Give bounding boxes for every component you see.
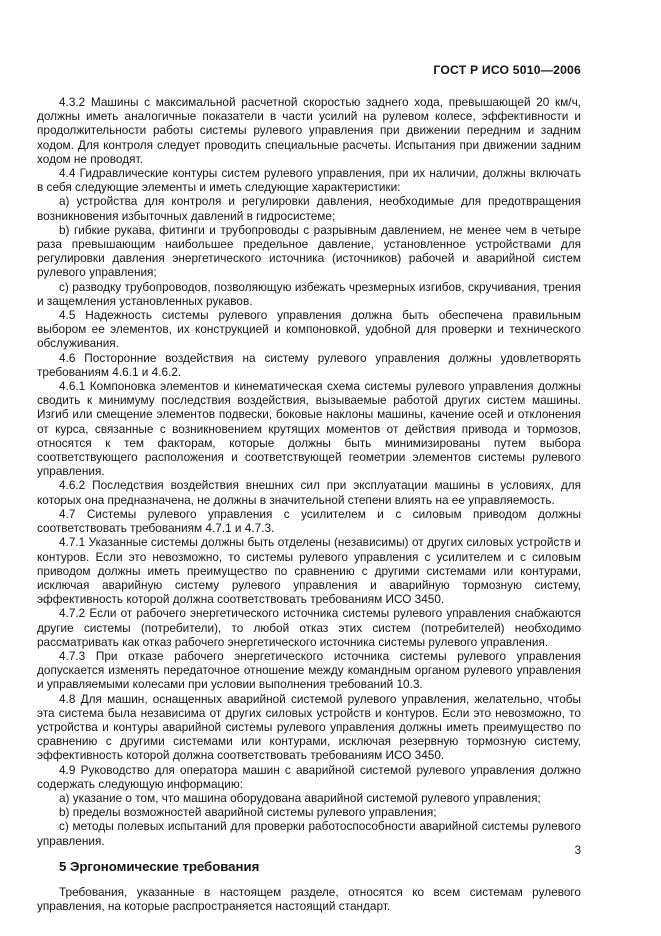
paragraph-4-6-2: 4.6.2 Последствия воздействия внешних сил при эксплуатации машины в условиях, для которых она предназначена, не должны в значительной степени влиять на ее управляемость. [37,478,581,507]
paragraph-4-4: 4.4 Гидравлические контуры систем рулевого управления, при их наличии, должны включать в себя следующие элементы и иметь следующие характеристики: [37,166,581,195]
page-number: 3 [574,845,581,857]
section-5-paragraph: Требования, указанные в настоящем разделе, относятся ко всем системам рулевого управления, на которые распространяется настоящий стандарт. [37,884,581,913]
paragraph-4-3-2: 4.3.2 Машины с максимальной расчетной скоростью заднего хода, превышающей 20 км/ч, должны иметь аналогичные показатели в части усилий на рулевом колесе, эффективности и продолжительности работы системы рулевого управления при движении передним и задним ходом. Для контроля следует проводить специальные расчеты. Испытания при движении задним ходом не проводят. [37,95,581,166]
paragraph-4-7-1: 4.7.1 Указанные системы должны быть отделены (независимы) от других силовых устройств и контуров. Если это невозможно, то системы рулевого управления с усилителем и с силовым приводом должны иметь преимущество по сравнению с другими системами или контурами, исключая аварийную систему рулевого управления и аварийную тормозную систему, эффективность которой должна соответствовать требованиям ИСО 3450. [37,535,581,607]
paragraph-4-9: 4.9 Руководство для оператора машин с аварийной системой рулевого управления должно содержать следующую информацию: [37,762,581,791]
document-body [37,95,581,913]
paragraph-4-7-3: 4.7.3 При отказе рабочего энергетического источника системы рулевого управления допускается изменять передаточное отношение между командным органом рулевого управления и управляемыми колесами при условии выполнения требований 10.3. [37,648,581,692]
paragraph-4-6-1: 4.6.1 Компоновка элементов и кинематическая схема системы рулевого управления должны сводить к минимуму последствия воздействия, вызываемые работой других систем машины. Изгиб или смещение элементов подвески, боковые наклоны машины, качение осей и отклонения от курса, связанные с возникновением крутящих моментов от действия привода и тормозов, относятся к тем факторам, которые должны быть минимизированы путем выбора соответствующего расположения и соответствующей геометрии элементов системы рулевого управления. [37,379,581,479]
paragraph-4-5: 4.5 Надежность системы рулевого управления должна быть обеспечена правильным выбором ее элементов, их конструкцией и компоновкой, удобной для проверки и технического обслуживания. [37,308,581,351]
list-item-4-9-a: a) указание о том, что машина оборудована аварийной системой рулевого управления; [59,790,541,805]
paragraph-4-7: 4.7 Системы рулевого управления с усилителем и с силовым приводом должны соответствовать требованиям 4.7.1 и 4.7.3. [37,506,581,536]
list-item-4-4-b: b) гибкие рукава, фитинги и трубопроводы с разрывным давлением, не менее чем в четыре раза превышающим наибольшее предельное давление, установленное устройствами для регулировки давления энергетического источника (источников) рабочей и аварийной систем рулевого управления; [37,222,581,280]
list-item-4-9-c: c) методы полевых испытаний для проверки работоспособности аварийной системы рулевого управления. [37,819,581,848]
paragraph-4-8: 4.8 Для машин, оснащенных аварийной системой рулевого управления, желательно, чтобы эта система была независима от других силовых устройств и контуров. Если это невозможно, то устройства и контуры аварийной системы рулевого управления должны иметь преимущество по сравнению с другими системами или контурами, исключая резервную тормозную систему, эффективность которой должна соответствовать требованиям ИСО 3450. [37,691,581,763]
paragraph-4-6: 4.6 Посторонние воздействия на систему рулевого управления должны удовлетворять требованиям 4.6.1 и 4.6.2. [37,350,581,379]
running-header: ГОСТ Р ИСО 5010—2006 [433,63,581,77]
list-item-4-9-b: b) пределы возможностей аварийной системы рулевого управления; [59,805,437,820]
list-item-4-4-c: c) разводку трубопроводов, позволяющую избежать чрезмерных изгибов, скручивания, трения и защемления установленных рукавов. [37,279,581,308]
section-5-heading: 5 Эргономические требования [59,858,260,874]
list-item-4-4-a: a) устройства для контроля и регулировки давления, необходимые для предотвращения возникновения избыточных давлений в гидросистеме; [37,194,581,223]
paragraph-4-7-2: 4.7.2 Если от рабочего энергетического источника системы рулевого управления снабжаются другие системы (потребители), то любой отказ этих систем (потребителей) необходимо рассматривать как отказ рабочего энергетического источника системы рулевого управления. [37,606,581,649]
